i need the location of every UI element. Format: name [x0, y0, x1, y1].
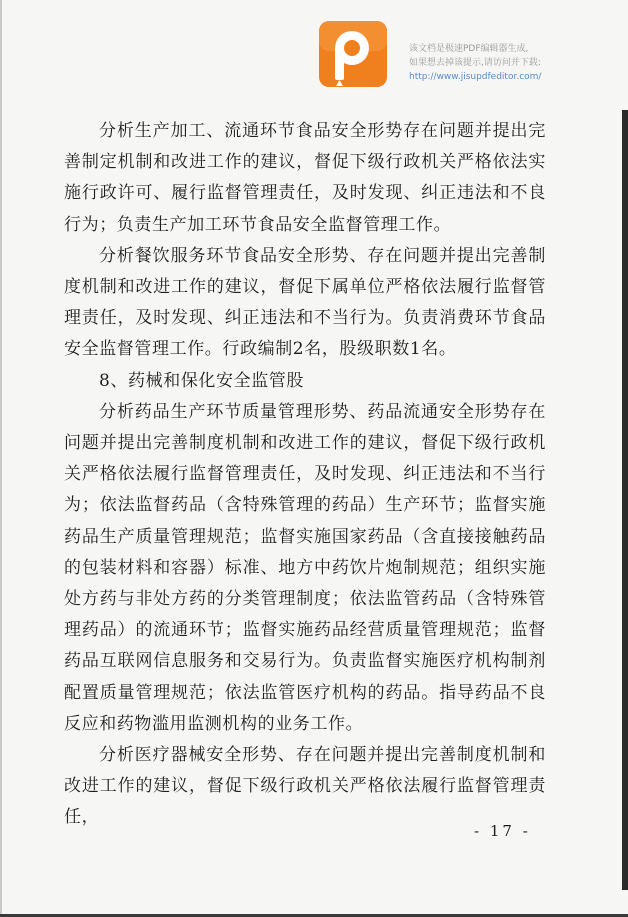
document-body: [64, 116, 546, 834]
paragraph-production-processing: 分析生产加工、流通环节食品安全形势存在问题并提出完善制定机制和改进工作的建议，督促下级行政机关严格依法实施行政许可、履行监督管理责任，及时发现、纠正违法和不良行为；负责生产加工环节食品安全监督管理工作。: [64, 121, 546, 235]
watermark-line-2: 如果想去掉该提示,请访问并下载:: [409, 58, 541, 68]
watermark-line-1: 该文档是极速PDF编辑器生成,: [409, 44, 529, 54]
pdf-editor-logo-icon: [318, 20, 388, 88]
paragraph-medical-device: 分析医疗器械安全形势、存在问题并提出完善制度机制和改进工作的建议，督促下级行政机关严格依法履行监督管理责任，: [64, 745, 546, 828]
watermark-notice: [409, 42, 619, 84]
paragraph-catering-service: 分析餐饮服务环节食品安全形势、存在问题并提出完善制度机制和改进工作的建议，督促下属单位严格依法履行监督管理责任，及时发现、纠正违法和不当行为。负责消费环节食品安全监督管理工作。行政编制2名，股级职数1名。: [64, 245, 546, 360]
paragraph-drug-supervision: 分析药品生产环节质量管理形势、药品流通安全形势存在问题并提出完善制度机制和改进工作的建议，督促下级行政机关严格依法履行监督管理责任，及时发现、纠正违法和不当行为；依法监督药品（含特殊管理的药品）生产环节；监督实施药品生产质量管理规范；监督实施国家药品（含直接接触药品的包装材料和容器）标准、地方中药饮片炮制规范；组织实施处方药与非处方药的分类管理制度；依法监管药品（含特殊管理药品）的流通环节；监督实施药品经营质量管理规范；监督药品互联网信息服务和交易行为。负责监督实施医疗机构制剂配置质量管理规范；依法监管医疗机构的药品。指导药品不良反应和药物滥用监测机构的业务工作。: [64, 401, 546, 734]
watermark-url-link[interactable]: http://www.jisupdfeditor.com/: [409, 72, 542, 82]
page-number: - 17 -: [474, 822, 531, 840]
scan-edge-shadow: [622, 110, 628, 890]
section-heading-drug-device: 8、药械和保化安全监管股: [99, 370, 305, 391]
